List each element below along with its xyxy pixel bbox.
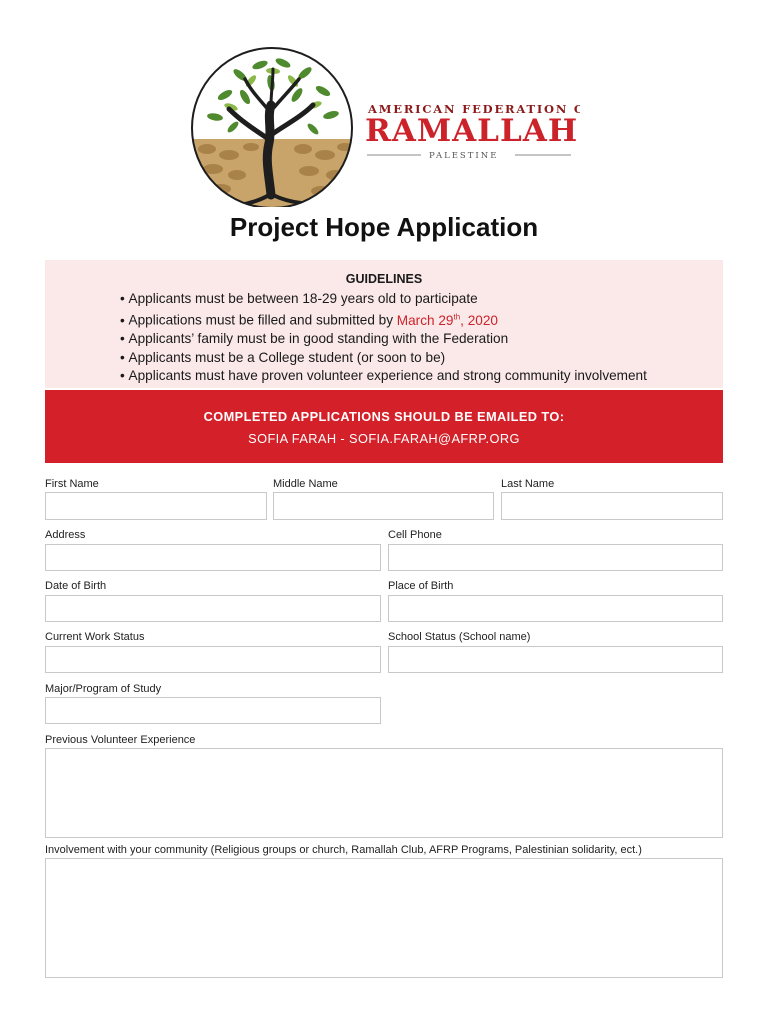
cell-phone-input[interactable] <box>388 544 723 571</box>
email-banner <box>45 390 723 463</box>
place-of-birth-label: Place of Birth <box>388 580 454 592</box>
last-name-label: Last Name <box>501 478 555 490</box>
first-name-input[interactable] <box>45 492 267 520</box>
afrp-logo <box>185 45 580 207</box>
guidelines-list <box>120 290 647 386</box>
work-status-label: Current Work Status <box>45 631 145 643</box>
date-of-birth-input[interactable] <box>45 595 381 622</box>
volunteer-experience-label: Previous Volunteer Experience <box>45 734 196 746</box>
guideline-item: • Applicants must have proven volunteer experience and strong community involvement <box>120 367 647 385</box>
last-name-input[interactable] <box>501 492 723 520</box>
middle-name-input[interactable] <box>273 492 494 520</box>
school-status-input[interactable] <box>388 646 723 673</box>
guideline-item: • Applicants must be a College student (or soon to be) <box>120 349 647 367</box>
address-input[interactable] <box>45 544 381 571</box>
work-status-input[interactable] <box>45 646 381 673</box>
school-status-label: School Status (School name) <box>388 631 531 643</box>
community-involvement-textarea[interactable] <box>45 858 723 978</box>
guideline-item: • Applications must be filled and submitted by March 29th, 2020 <box>120 308 647 330</box>
deadline-date: March 29th, 2020 <box>396 312 498 328</box>
major-label: Major/Program of Study <box>45 683 162 695</box>
email-banner-heading: COMPLETED APPLICATIONS SHOULD BE EMAILED TO: <box>203 409 565 424</box>
date-of-birth-label: Date of Birth <box>45 580 107 592</box>
cell-phone-label: Cell Phone <box>388 529 442 541</box>
place-of-birth-input[interactable] <box>388 595 723 622</box>
guideline-item: • Applicants’ family must be in good standing with the Federation <box>120 330 647 348</box>
guidelines-box <box>45 260 723 388</box>
middle-name-label: Middle Name <box>273 478 338 490</box>
volunteer-experience-textarea[interactable] <box>45 748 723 838</box>
email-contact: SOFIA FARAH - SOFIA.FARAH@AFRP.ORG <box>248 431 520 446</box>
logo-line-1: AMERICAN FEDERATION OF <box>368 102 580 116</box>
first-name-label: First Name <box>45 478 99 490</box>
guidelines-heading: GUIDELINES <box>345 272 423 286</box>
major-input[interactable] <box>45 697 381 724</box>
page-title: Project Hope Application <box>229 212 539 242</box>
logo-line-2: RAMALLAH <box>365 113 579 149</box>
olive-tree-emblem <box>185 45 580 207</box>
logo-line-3: PALESTINE <box>429 151 499 161</box>
address-label: Address <box>45 529 86 541</box>
guideline-item: • Applicants must be between 18-29 years old to participate <box>120 290 647 308</box>
community-involvement-label: Involvement with your community (Religious groups or church, Ramallah Club, AFRP Programs, Palestinian solidarity, ect.) <box>45 844 642 856</box>
